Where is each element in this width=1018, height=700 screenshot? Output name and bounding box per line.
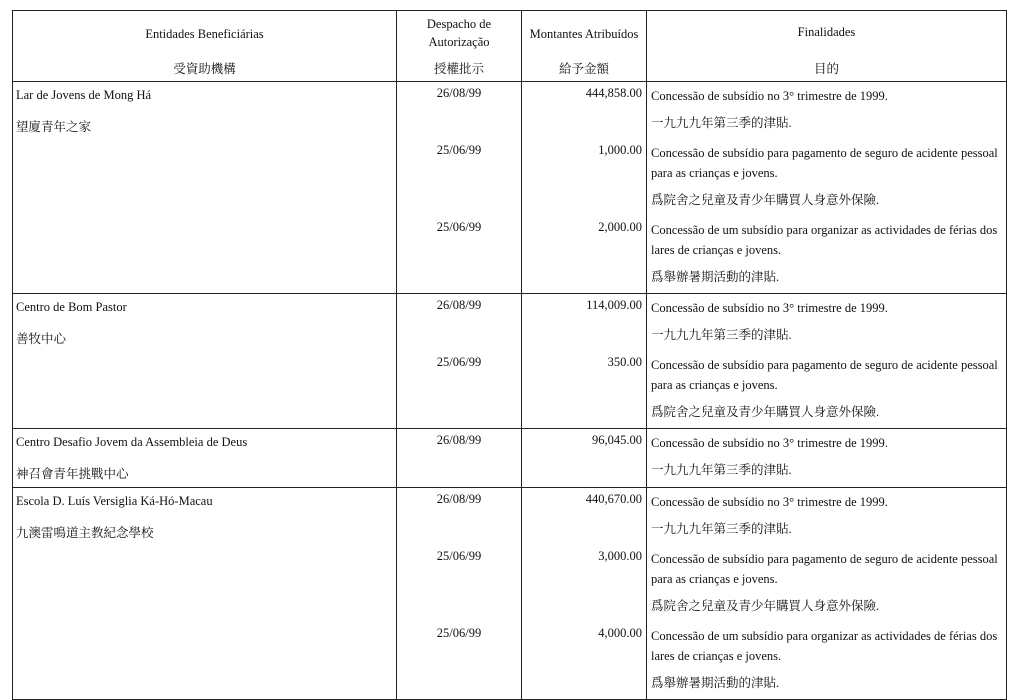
- purpose: [646, 545, 1006, 622]
- entity-group: [13, 429, 1006, 488]
- purpose-zh: 一九九九年第三季的津貼.: [651, 328, 792, 342]
- amount: 114,009.00: [521, 294, 646, 351]
- header-label: Finalidades: [797, 25, 856, 39]
- purpose-zh: 爲院舍之兒童及青少年購買人身意外保險.: [651, 405, 880, 419]
- despacho-date: 26/08/99: [396, 488, 521, 545]
- header-label: Montantes Atribuídos: [529, 27, 639, 41]
- header-label-zh: 目的: [813, 62, 839, 76]
- purpose-pt: Concessão de um subsídio para organizar as actividades de férias dos lares de crianças e jovens.: [651, 629, 998, 663]
- header-montantes: [521, 11, 646, 81]
- purpose-zh: 爲舉辦暑期活動的津貼.: [651, 270, 780, 284]
- purpose-pt: Concessão de subsídio no 3° trimestre de 1999.: [651, 495, 888, 509]
- purpose-zh: 爲院舍之兒童及青少年購買人身意外保險.: [651, 193, 880, 207]
- entity-name-zh: 望廈青年之家: [16, 120, 92, 134]
- purpose-pt: Concessão de subsídio no 3° trimestre de 1999.: [651, 89, 888, 103]
- amount: 2,000.00: [521, 216, 646, 293]
- header-despacho: [396, 11, 521, 81]
- purpose: [646, 488, 1006, 545]
- purpose: [646, 139, 1006, 216]
- despacho-date: 25/06/99: [396, 545, 521, 622]
- amount: 3,000.00: [521, 545, 646, 622]
- purpose: [646, 216, 1006, 293]
- entity-name: [13, 294, 396, 428]
- entity-name: [13, 82, 396, 293]
- entity-group: [13, 294, 1006, 429]
- header-entity: [13, 11, 396, 81]
- entity-name-pt: Escola D. Luís Versiglia Ká-Hó-Macau: [16, 494, 213, 508]
- purpose: [646, 294, 1006, 351]
- purpose-zh: 一九九九年第三季的津貼.: [651, 522, 792, 536]
- entity-name-zh: 神召會青年挑戰中心: [16, 467, 129, 481]
- entity-name-pt: Centro Desafio Jovem da Assembleia de Deus: [16, 435, 248, 449]
- purpose: [646, 429, 1006, 487]
- entity-group: [13, 82, 1006, 294]
- purpose-zh: 爲院舍之兒童及青少年購買人身意外保險.: [651, 599, 880, 613]
- header-label-zh: 給予金額: [558, 62, 609, 76]
- purpose: [646, 82, 1006, 139]
- purpose-pt: Concessão de um subsídio para organizar as actividades de férias dos lares de crianças e jovens.: [651, 223, 998, 257]
- purpose-pt: Concessão de subsídio para pagamento de seguro de acidente pessoal para as crianças e jovens.: [651, 552, 998, 586]
- despacho-date: 26/08/99: [396, 429, 521, 487]
- purpose-pt: Concessão de subsídio para pagamento de seguro de acidente pessoal para as crianças e jovens.: [651, 358, 998, 392]
- amount: 96,045.00: [521, 429, 646, 487]
- entity-name-zh: 九澳雷鳴道主教紀念學校: [16, 526, 154, 540]
- amount: 1,000.00: [521, 139, 646, 216]
- table-header: [13, 11, 1006, 82]
- entity-name-zh: 善牧中心: [16, 332, 67, 346]
- amount: 4,000.00: [521, 622, 646, 699]
- amount: 444,858.00: [521, 82, 646, 139]
- despacho-date: 26/08/99: [396, 82, 521, 139]
- purpose-zh: 一九九九年第三季的津貼.: [651, 463, 792, 477]
- header-label: Despacho de Autorização: [426, 17, 492, 49]
- header-label-zh: 受資助機構: [173, 62, 236, 76]
- entity-name: [13, 488, 396, 699]
- despacho-date: 25/06/99: [396, 351, 521, 428]
- despacho-date: 25/06/99: [396, 139, 521, 216]
- purpose: [646, 622, 1006, 699]
- header-finalidades: [646, 11, 1006, 81]
- header-label-zh: 授權批示: [433, 62, 484, 76]
- entity-group: [13, 488, 1006, 699]
- subsidy-table: [12, 10, 1007, 700]
- entity-name-pt: Centro de Bom Pastor: [16, 300, 127, 314]
- amount: 350.00: [521, 351, 646, 428]
- amount: 440,670.00: [521, 488, 646, 545]
- entity-name-pt: Lar de Jovens de Mong Há: [16, 88, 152, 102]
- purpose-pt: Concessão de subsídio no 3° trimestre de 1999.: [651, 436, 888, 450]
- purpose: [646, 351, 1006, 428]
- purpose-zh: 一九九九年第三季的津貼.: [651, 116, 792, 130]
- header-label: Entidades Beneficiárias: [145, 27, 264, 41]
- purpose-zh: 爲舉辦暑期活動的津貼.: [651, 676, 780, 690]
- despacho-date: 26/08/99: [396, 294, 521, 351]
- entity-name: [13, 429, 396, 487]
- purpose-pt: Concessão de subsídio para pagamento de seguro de acidente pessoal para as crianças e jovens.: [651, 146, 998, 180]
- despacho-date: 25/06/99: [396, 622, 521, 699]
- purpose-pt: Concessão de subsídio no 3° trimestre de 1999.: [651, 301, 888, 315]
- despacho-date: 25/06/99: [396, 216, 521, 293]
